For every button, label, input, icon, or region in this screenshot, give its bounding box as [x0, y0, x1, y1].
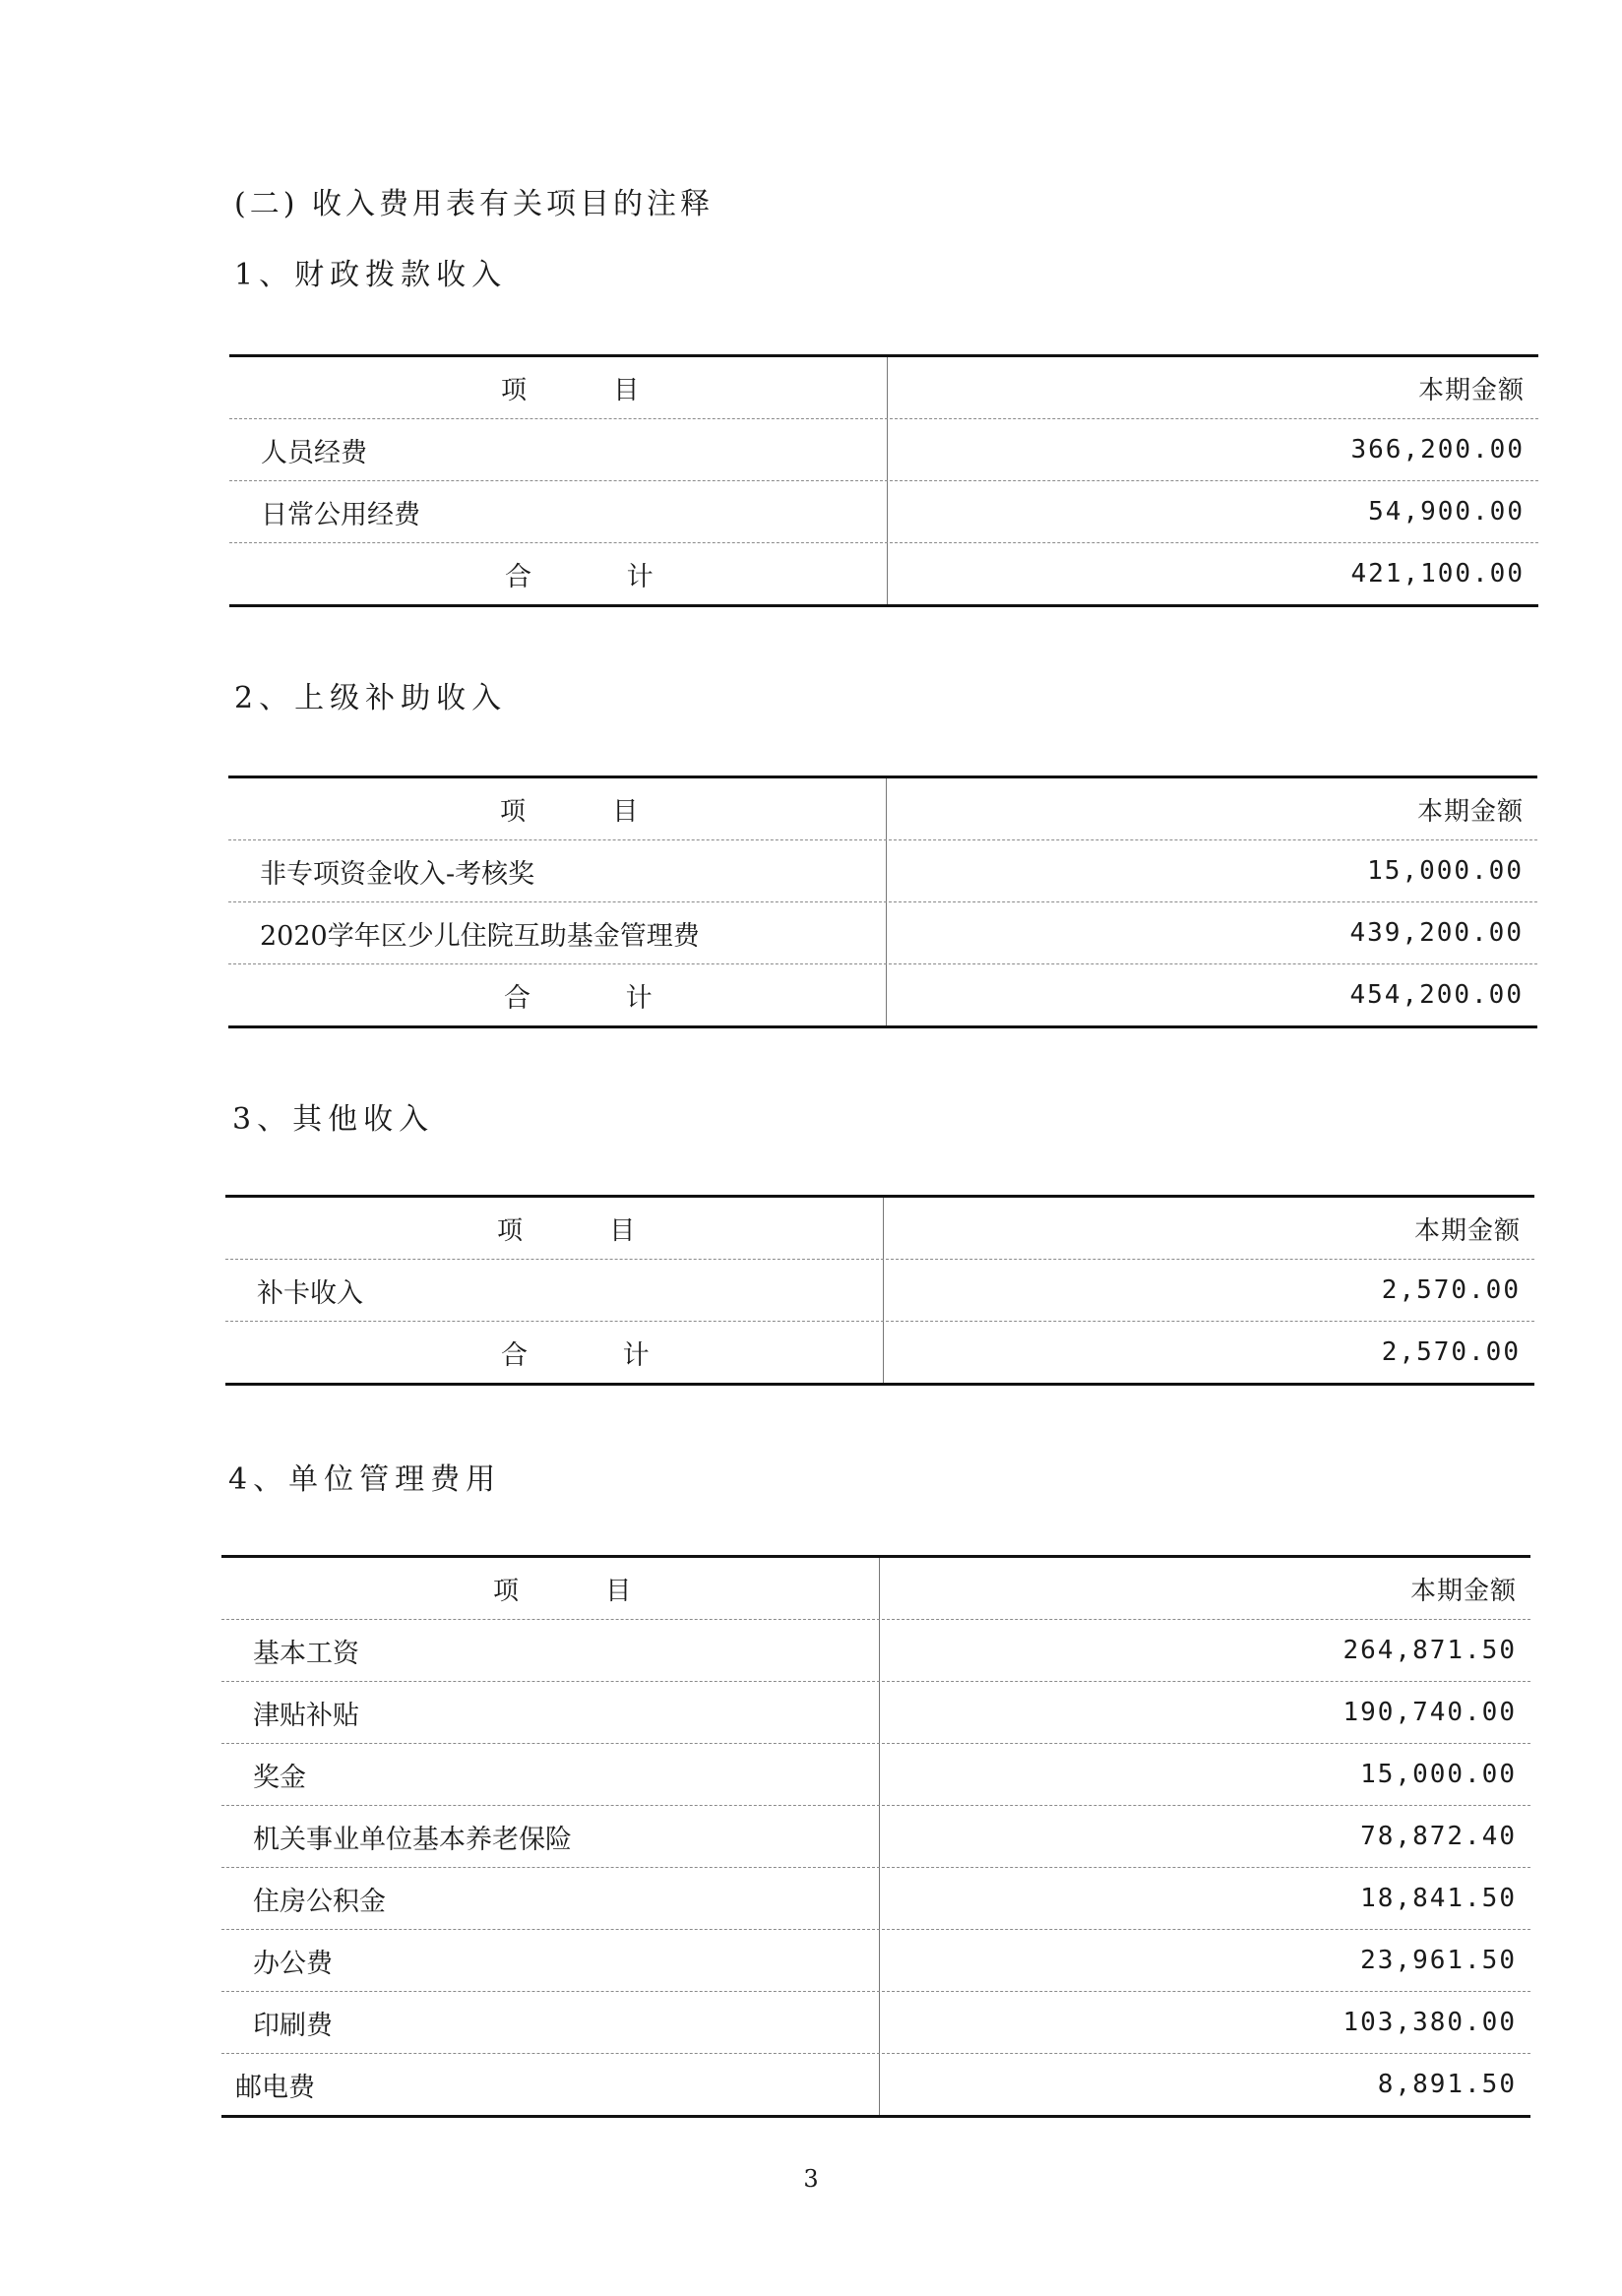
table-row — [221, 1992, 1530, 2054]
table-4-row-1-amount: 264,871.50 — [1342, 1636, 1517, 1665]
table-row — [221, 1744, 1530, 1806]
table-4-row-5-label: 住房公积金 — [253, 1886, 386, 1917]
table-1-total-label: 合 计 — [505, 561, 697, 592]
table-4-header-row — [221, 1558, 1530, 1620]
table-2-row-1-label: 非专项资金收入-考核奖 — [260, 858, 535, 890]
table-row — [221, 2054, 1530, 2115]
table-3-heading: 3、其他收入 — [232, 1102, 435, 1137]
table-3-row-1-label: 补卡收入 — [257, 1277, 363, 1309]
table-1-row-2-label: 日常公用经费 — [261, 499, 420, 530]
table-2-header-amount: 本期金额 — [1416, 796, 1524, 827]
table-4-row-7-amount: 103,380.00 — [1342, 2008, 1517, 2037]
table-row — [221, 1620, 1530, 1682]
table-3-row-1-amount: 2,570.00 — [1381, 1275, 1521, 1305]
table-2-row-2-label: 2020学年区少儿住院互助基金管理费 — [260, 920, 700, 952]
table-2-row-1-amount: 15,000.00 — [1367, 856, 1524, 886]
table-3 — [225, 1195, 1534, 1386]
table-4-row-8-amount: 8,891.50 — [1377, 2070, 1517, 2099]
table-4-header-amount: 本期金额 — [1409, 1576, 1517, 1606]
table-2-row-2-amount: 439,200.00 — [1349, 918, 1524, 948]
table-4-heading: 4、单位管理费用 — [228, 1462, 502, 1497]
table-2 — [228, 776, 1537, 1028]
table-4-row-3-amount: 15,000.00 — [1360, 1760, 1517, 1789]
table-1-total-amount: 421,100.00 — [1350, 559, 1525, 589]
table-2-header-row — [228, 778, 1537, 840]
table-row — [221, 1682, 1530, 1744]
table-4-row-5-amount: 18,841.50 — [1360, 1884, 1517, 1913]
table-row — [221, 1868, 1530, 1930]
page-number: 3 — [803, 2165, 819, 2193]
table-2-total-row — [228, 964, 1537, 1025]
table-4-row-8-label: 邮电费 — [235, 2072, 315, 2103]
table-1 — [229, 354, 1538, 607]
table-4-row-6-amount: 23,961.50 — [1360, 1946, 1517, 1975]
table-row — [221, 1806, 1530, 1868]
table-2-total-amount: 454,200.00 — [1349, 980, 1524, 1010]
table-1-row-1-amount: 366,200.00 — [1350, 435, 1525, 465]
table-4-row-4-label: 机关事业单位基本养老保险 — [253, 1824, 572, 1855]
table-3-total-amount: 2,570.00 — [1381, 1337, 1521, 1367]
table-4-row-2-amount: 190,740.00 — [1342, 1698, 1517, 1727]
table-4 — [221, 1555, 1530, 2118]
table-3-header-item: 项 目 — [497, 1215, 675, 1246]
table-4-row-3-label: 奖金 — [253, 1762, 306, 1793]
table-2-total-label: 合 计 — [504, 982, 696, 1014]
table-row — [225, 1260, 1534, 1322]
table-1-header-row — [229, 357, 1538, 419]
table-3-total-row — [225, 1322, 1534, 1383]
table-row — [221, 1930, 1530, 1992]
table-3-header-row — [225, 1198, 1534, 1260]
section-title: (二) 收入费用表有关项目的注释 — [234, 187, 714, 221]
table-1-header-item: 项 目 — [501, 375, 679, 405]
table-3-total-label: 合 计 — [501, 1339, 693, 1371]
table-4-row-7-label: 印刷费 — [253, 2010, 333, 2041]
table-4-header-item: 项 目 — [493, 1576, 671, 1606]
table-1-heading: 1、财政拨款收入 — [234, 258, 508, 292]
table-row — [228, 902, 1537, 964]
table-4-row-2-label: 津贴补贴 — [253, 1700, 359, 1731]
table-1-row-2-amount: 54,900.00 — [1368, 497, 1525, 527]
table-1-total-row — [229, 543, 1538, 604]
table-2-header-item: 项 目 — [500, 796, 678, 827]
table-4-row-4-amount: 78,872.40 — [1360, 1822, 1517, 1851]
table-2-heading: 2、上级补助收入 — [234, 681, 508, 715]
table-row — [229, 481, 1538, 543]
table-1-header-amount: 本期金额 — [1417, 375, 1525, 405]
table-4-row-1-label: 基本工资 — [253, 1638, 359, 1669]
table-1-row-1-label: 人员经费 — [261, 437, 367, 468]
table-3-header-amount: 本期金额 — [1413, 1215, 1521, 1246]
table-row — [229, 419, 1538, 481]
table-4-row-6-label: 办公费 — [253, 1948, 333, 1979]
table-row — [228, 840, 1537, 902]
